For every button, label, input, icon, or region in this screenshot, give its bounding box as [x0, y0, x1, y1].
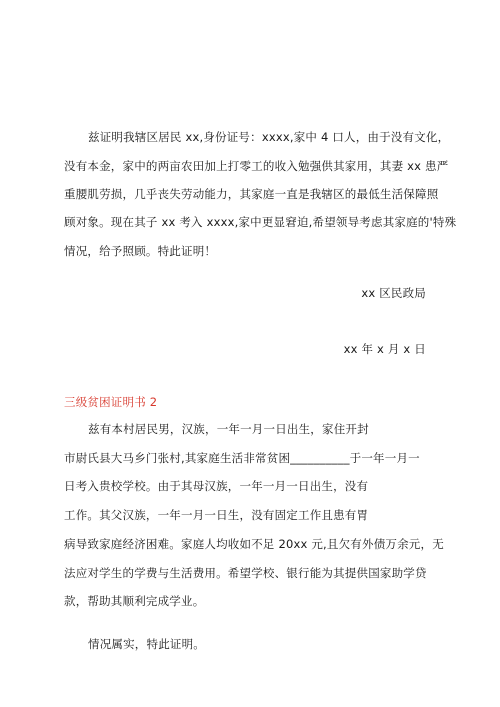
cert2-line-1: 兹有本村居民男，汉族，一年一月一日出生，家住开封: [88, 422, 369, 436]
cert2-line-2: 市尉氏县大马乡门张村,其家庭生活非常贫困__________于一年一月一: [64, 451, 420, 465]
cert2-line-7: 款，帮助其顺利完成学业。: [64, 594, 205, 608]
cert2-heading: 三级贫困证明书 2: [64, 395, 158, 409]
cert1-line-1: 兹证明我辖区居民 xx,身份证号：xxxx,家中 4 口人，由于没有文化，: [88, 130, 450, 144]
cert2-line-6: 法应对学生的学费与生活费用。希望学校、银行能为其提供国家助学贷: [64, 566, 427, 580]
cert2-line-3: 日考入贵校学校。由于其母汉族，一年一月一日出生，没有: [64, 479, 369, 493]
cert2-closing: 情况属实，特此证明。: [88, 637, 205, 651]
cert1-line-5: 情况，给予照顾。特此证明！: [64, 244, 217, 258]
cert1-line-3: 重腰肌劳损，几乎丧失劳动能力，其家庭一直是我辖区的最低生活保障照: [64, 187, 439, 201]
cert1-issuer: xx 区民政局: [361, 286, 426, 300]
cert1-date: xx 年 x 月 x 日: [343, 342, 426, 356]
cert1-line-2: 没有本金，家中的两亩农田加上打零工的收入勉强供其家用，其妻 xx 患严: [64, 159, 449, 173]
cert2-line-5: 病导致家庭经济困难。家庭人均收如不足 20xx 元,且欠有外债万余元，无: [64, 537, 444, 551]
cert2-line-4: 工作。其父汉族，一年一月一日生，没有固定工作且患有胃: [64, 508, 369, 522]
cert1-line-4: 顾对象。现在其子 xx 考入 xxxx,家中更显窘迫,希望领导考虑其家庭的'特殊: [64, 215, 457, 229]
